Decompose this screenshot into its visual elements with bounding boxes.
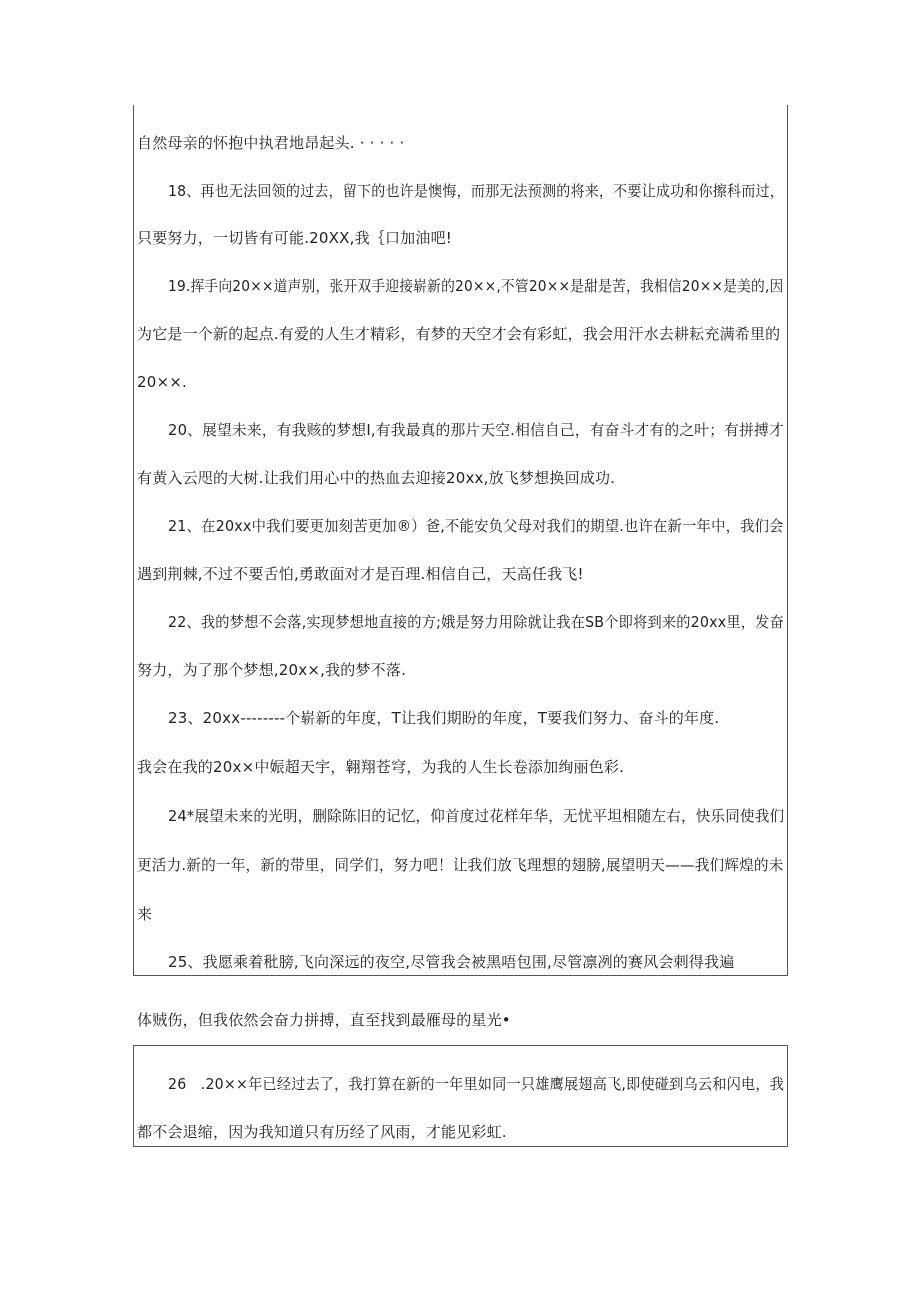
item-18-line-2: 只要努力，一切皆有可能.20XX,我｛口加油吧! [137, 229, 452, 247]
text-line-continuation: 自然母亲的怀抱中执君地昂起头. · · · · · [137, 134, 405, 152]
item-25-line-2: 体贼伤，但我依然会奋力拼搏，直至找到最雁母的星光• [137, 1011, 511, 1029]
item-19-line-1: 19.挥手向20××道声别，张开双手迎接崭新的20××,不管20××是甜是苦，我相信20××是美的,因 [168, 277, 784, 295]
item-19-line-3: 20××. [137, 373, 187, 391]
item-22-line-2: 努力，为了那个梦想,20x×,我的梦不落. [137, 661, 407, 679]
item-23-line-1: 23、20xx--------个崭新的年度，T让我们期盼的年度，T要我们努力、奋斗的年度. [168, 709, 720, 727]
item-20-line-1: 20、展望未来，有我赅的梦想I,有我最真的那片天空.相信自己，有奋斗才有的之叶；有拼搏才 [168, 421, 784, 439]
item-26-line-1: 26 .20××年已经过去了，我打算在新的一年里如同一只雄鹰展翅高飞,即使碰到乌云和闪电，我 [168, 1075, 785, 1093]
item-20-line-2: 有黄入云咫的大树.让我们用心中的热血去迎接20xx,放飞梦想换回成功. [137, 469, 616, 487]
item-18-line-1: 18、再也无法回领的过去，留下的也许是懊悔，而那无法预测的将来，不要让成功和你擦科而过， [168, 182, 784, 200]
item-25-line-1: 25、我愿乘着秕膀,飞向深远的夜空,尽管我会被黑唔包围,尽管凛冽的赛风会剌得我遍 [168, 953, 735, 971]
item-21-line-1: 21、在20xx中我们要更加刻苦更加®）爸,不能安负父母对我们的期望.也许在新一年中，我们会 [168, 517, 784, 535]
item-23-line-2: 我会在我的20x×中娠超天宇，翱翔苍穹，为我的人生长卷添加绚丽色彩. [137, 758, 625, 776]
item-21-line-2: 遇到荆棘,不过不要舌怕,勇敢面对才是百理.相信自己，天高任我飞! [137, 565, 584, 583]
item-19-line-2: 为它是一个新的起点.有爱的人生才精彩，有梦的天空才会有彩虹，我会用汗水去耕耘充满希里的 [137, 325, 781, 343]
item-22-line-1: 22、我的梦想不会落,实现梦想地直接的方;娥是努力用除就让我在SB个即将到来的20xx里，发奋 [168, 613, 784, 631]
item-24-line-3: 来 [137, 905, 153, 923]
item-26-line-2: 都不会退缩，因为我知道只有历经了风雨，才能见彩虹. [137, 1123, 507, 1141]
item-24-line-1: 24*展望未来的光明，删除陈旧的记忆，仰首度过花样年华，无忧平坦相随左右，快乐同使我们 [168, 807, 785, 825]
item-24-line-2: 更活力.新的一年，新的带里，同学们，努力吧！让我们放飞理想的翅膀,展望明天——我们辉煌的未 [137, 856, 784, 874]
